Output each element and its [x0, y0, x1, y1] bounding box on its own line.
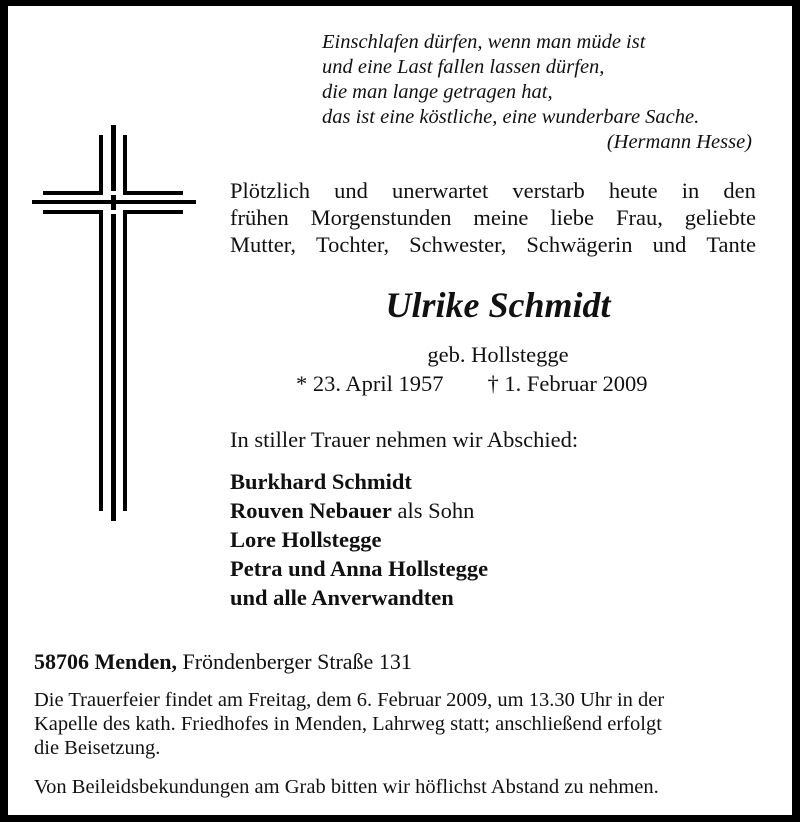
mourning-line: In stiller Trauer nehmen wir Abschied: — [230, 427, 579, 452]
address-street: Fröndenberger Straße 131 — [177, 649, 412, 674]
poem-line: und eine Last fallen lassen dürfen, — [322, 56, 605, 78]
death-date: † 1. Februar 2009 — [487, 371, 648, 396]
mourner-name: Lore Hollstegge — [230, 527, 382, 552]
cross-center-vertical — [111, 125, 116, 521]
address-city: 58706 Menden, — [34, 649, 177, 674]
service-line: Kapelle des kath. Friedhofes in Menden, Lahrweg statt; anschließend erfolgt — [34, 713, 662, 735]
cross-corner — [99, 191, 103, 195]
mourner — [230, 583, 488, 612]
announcement-line: Mutter, Tochter, Schwester, Schwägerin und Tante — [230, 232, 756, 257]
mourner — [230, 496, 488, 525]
cross-center-horizontal — [32, 200, 196, 204]
maiden-name: geb. Hollstegge — [427, 342, 569, 367]
mourner-name: Rouven Nebauer — [230, 498, 392, 523]
cross-gap — [103, 210, 123, 214]
poem-line: Einschlafen dürfen, wenn man müde ist — [322, 31, 646, 53]
cross-gap — [103, 191, 123, 195]
announcement-line: Plötzlich und unerwartet verstarb heute in den — [230, 178, 756, 203]
poem-quote — [322, 30, 754, 155]
deceased-name: Ulrike Schmidt — [385, 285, 611, 325]
cross-corner — [123, 210, 127, 214]
mourner — [230, 525, 488, 554]
service-line: Die Trauerfeier findet am Freitag, dem 6. Februar 2009, um 13.30 Uhr in der — [34, 689, 665, 711]
mourner-name: und alle Anverwandten — [230, 585, 454, 610]
life-dates — [296, 370, 648, 398]
mourners-list — [230, 467, 488, 612]
cross-corner — [123, 191, 127, 195]
poem-author: (Hermann Hesse) — [606, 131, 752, 153]
service-line: die Beisetzung. — [34, 737, 161, 759]
poem-line: die man lange getragen hat, — [322, 81, 553, 103]
birth-date: * 23. April 1957 — [296, 371, 444, 396]
mourner — [230, 467, 488, 496]
funeral-service-info — [34, 688, 756, 760]
condolence-note: Von Beileidsbekundungen am Grab bitten wir höflichst Abstand zu nehmen. — [34, 776, 659, 798]
death-announcement — [230, 177, 756, 258]
mourner-relation: als Sohn — [391, 498, 475, 523]
mourner-name: Petra und Anna Hollstegge — [230, 556, 489, 581]
cross-gap — [99, 195, 103, 200]
family-address — [34, 648, 412, 676]
mourner — [230, 554, 488, 583]
poem-line: das ist eine köstliche, eine wunderbare Sache. — [322, 106, 700, 128]
cross-corner — [99, 210, 103, 214]
cross-gap — [123, 195, 127, 200]
mourner-name: Burkhard Schmidt — [230, 469, 412, 494]
announcement-line: frühen Morgenstunden meine liebe Frau, geliebte — [230, 205, 756, 230]
